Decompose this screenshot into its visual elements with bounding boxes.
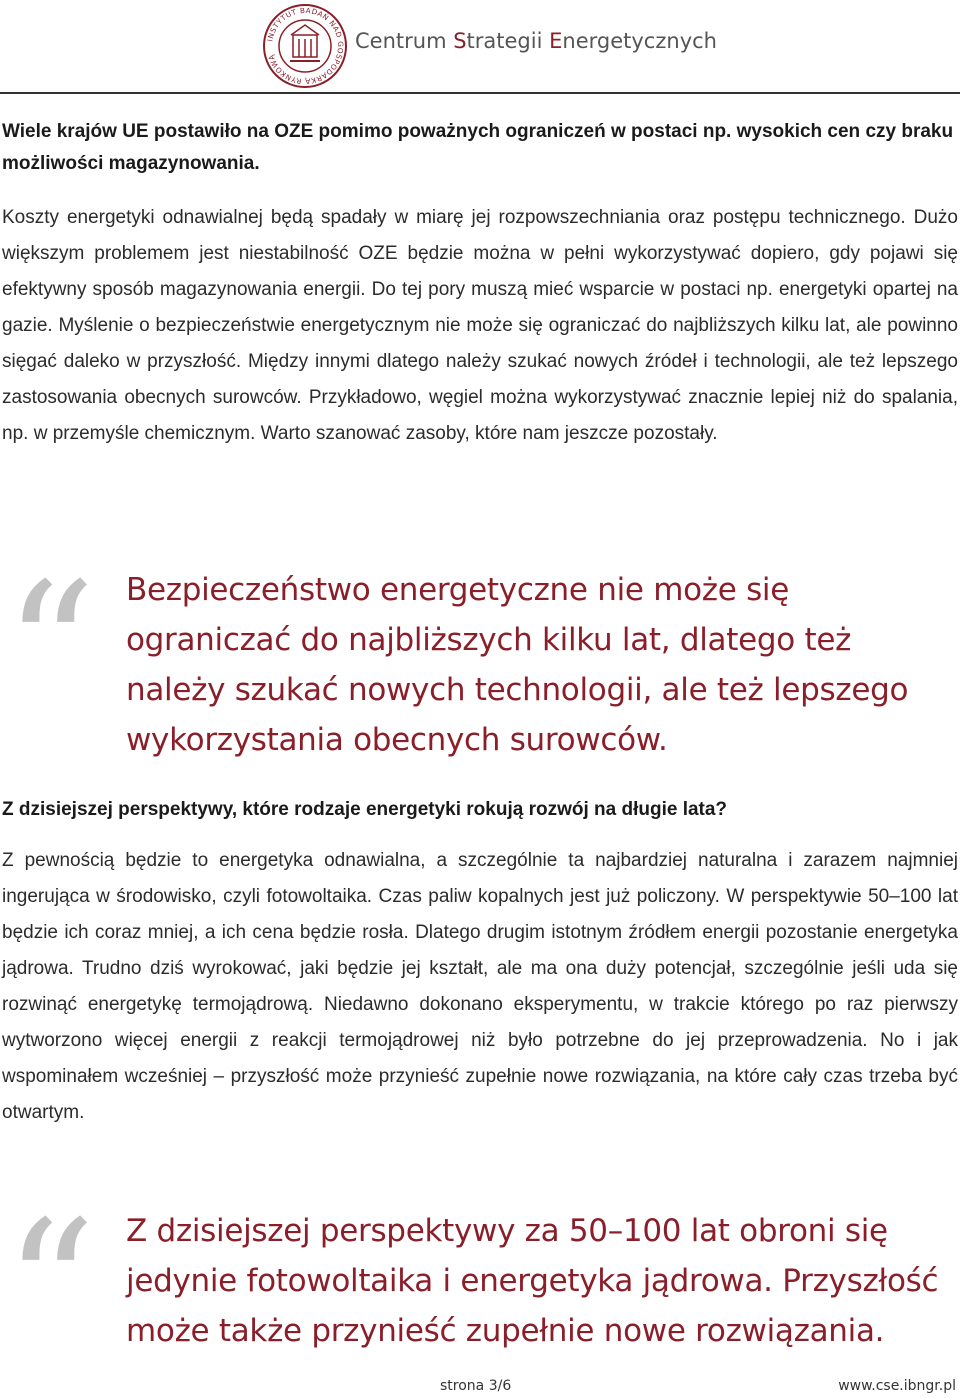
pull-quote: Bezpieczeństwo energetyczne nie może się ograniczać do najbliższych kilku lat, dlatego też należy szukać nowych technologii, ale też lepszego wykorzystania obecnych surowców. [126,572,909,758]
interview-question: Z dzisiejszej perspektywy, które rodzaje energetyki rokują rozwój na długie lata? [2,799,728,820]
seal-text: INSTYTUT BADAŃ NAD GOSPODARKĄ RYNKOWĄ [265,5,346,87]
brand-part: nergetycznych [562,29,717,53]
pull-quote: Z dzisiejszej perspektywy za 50–100 lat obroni się jedynie fotowoltaika i energetyka jądrowa. Przyszłość może także przynieść zupełnie nowe rozwiązania. [126,1213,939,1349]
website-url: www.cse.ibngr.pl [838,1378,956,1394]
lead-paragraph: Wiele krajów UE postawiło na OZE pomimo poważnych ograniczeń w postaci np. wysokich cen czy braku możliwości magazynowania. [2,121,954,174]
body-paragraph: Z pewnością będzie to energetyka odnawialna, a szczególnie ta najbardziej naturalna i zarazem najmniej ingerująca w środowisko, czyli fotowoltaika. Czas paliw kopalnych jest już policzony. W perspektywie 50–100 lat będzie ich coraz mniej, a ich cena będzie rosła. Dlatego drugim istotnym źródłem energii pozostanie energetyka jądrowa. Trudno dziś wyrokować, jaki będzie jej kształt, ale ma ona duży potencjał, szczególnie jeśli uda się rozwinąć energetykę termojądrową. Niedawno dokonano eksperymentu, w trakcie którego po raz pierwszy wytworzono więcej energii z reakcji termojądrowej niż było potrzebne do jej przeprowadzenia. No i jak wspominałem wcześniej – przyszłość może przynieść zupełnie nowe rozwiązania, na które cały czas trzeba być otwartym. [2,850,958,1123]
brand-part: E [549,29,563,53]
quote-mark-icon: “ [4,1183,97,1392]
brand-part: Centrum [355,29,454,53]
brand-part: S [453,29,467,53]
page-number: strona 3/6 [440,1378,512,1394]
body-paragraph: Koszty energetyki odnawialnej będą spadały w miarę jej rozpowszechniania oraz postępu technicznego. Dużo większym problemem jest niestabilność OZE będzie można w pełni wykorzystywać dopiero, gdy pojawi się efektywny sposób magazynowania energii. Do tej pory muszą mieć wsparcie w postaci np. energetyki opartej na gazie. Myślenie o bezpieczeństwie energetycznym nie może się ograniczać do najbliższych kilku lat, ale powinno sięgać daleko w przyszłość. Między innymi dlatego należy szukać nowych źródeł i technologii, ale też lepszego zastosowania obecnych surowców. Przykładowo, węgiel można wykorzystywać znacznie lepiej niż do spalania, np. w przemyśle chemicznym. Warto szanować zasoby, które nam jeszcze pozostały. [2,207,958,444]
brand-name [355,29,717,53]
page-header [0,0,960,94]
quote-mark-icon: “ [4,545,97,754]
brand-part: trategii [466,29,550,53]
institute-seal-icon [262,3,348,89]
